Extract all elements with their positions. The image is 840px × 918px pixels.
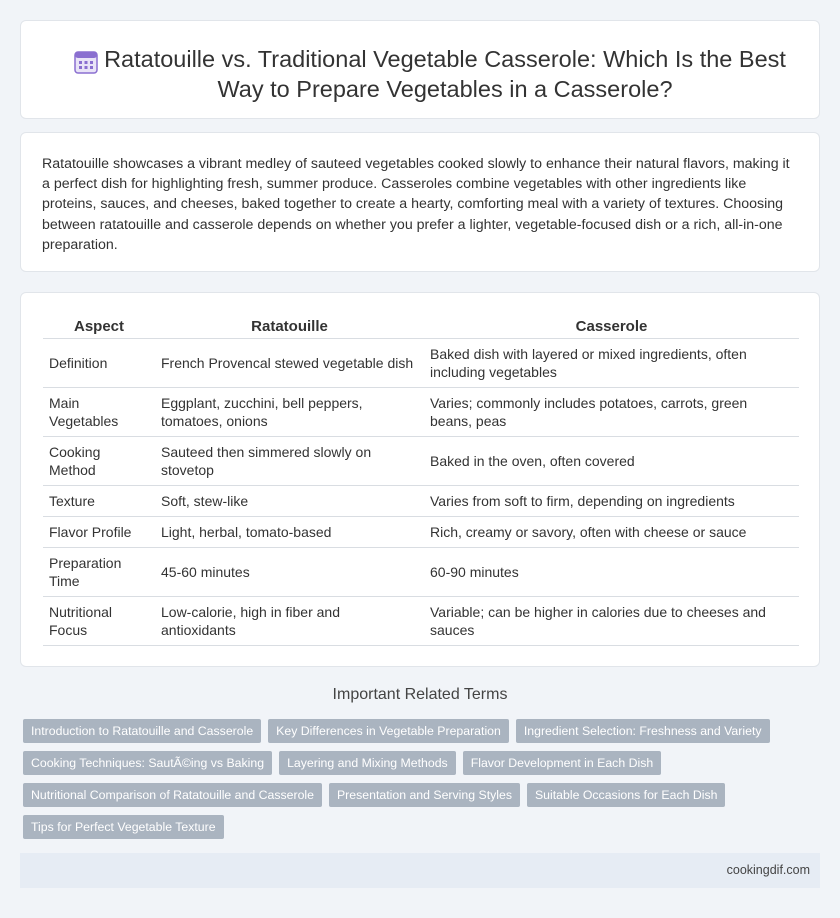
row-casserole: 60-90 minutes <box>424 547 799 596</box>
footer <box>20 853 820 888</box>
table-row <box>43 547 799 596</box>
related-term-tag[interactable]: Introduction to Ratatouille and Casserole <box>23 719 261 743</box>
row-aspect: Definition <box>43 338 155 387</box>
row-aspect: Flavor Profile <box>43 516 155 547</box>
related-term-tag[interactable]: Nutritional Comparison of Ratatouille and Casserole <box>23 783 322 807</box>
row-casserole: Rich, creamy or savory, often with cheese or sauce <box>424 516 799 547</box>
row-aspect: Main Vegetables <box>43 387 155 436</box>
header-casserole: Casserole <box>424 313 799 338</box>
related-term-tag[interactable]: Flavor Development in Each Dish <box>463 751 661 775</box>
header-ratatouille: Ratatouille <box>155 313 424 338</box>
intro-paragraph: Ratatouille showcases a vibrant medley of sauteed vegetables cooked slowly to enhance their natural flavors, making it a perfect dish for highlighting fresh, summer produce. Casseroles combine vegetables with other ingredients like proteins, sauces, and cheeses, baked together to create a hearty, comforting meal with a variety of textures. Choosing between ratatouille and casserole depends on whether you prefer a lighter, vegetable-focused dish or a rich, all-in-one preparation. <box>42 156 790 253</box>
row-ratatouille: Eggplant, zucchini, bell peppers, tomatoes, onions <box>155 387 424 436</box>
row-aspect: Nutritional Focus <box>43 596 155 645</box>
row-aspect: Texture <box>43 485 155 516</box>
related-term-tag[interactable]: Cooking Techniques: SautÃ©ing vs Baking <box>23 751 272 775</box>
row-aspect: Preparation Time <box>43 547 155 596</box>
related-term-tag[interactable]: Layering and Mixing Methods <box>279 751 456 775</box>
related-term-tag[interactable]: Suitable Occasions for Each Dish <box>527 783 726 807</box>
row-aspect: Cooking Method <box>43 436 155 485</box>
related-term-tag[interactable]: Presentation and Serving Styles <box>329 783 520 807</box>
row-ratatouille: Low-calorie, high in fiber and antioxidants <box>155 596 424 645</box>
comparison-card <box>20 292 820 667</box>
page-title: Ratatouille vs. Traditional Vegetable Casserole: Which Is the Best Way to Prepare Vegetables in a Casserole? <box>104 46 786 102</box>
row-casserole: Varies from soft to firm, depending on ingredients <box>424 485 799 516</box>
intro-card <box>20 132 820 272</box>
row-ratatouille: Soft, stew-like <box>155 485 424 516</box>
related-terms-heading: Important Related Terms <box>332 686 508 703</box>
title-card <box>20 20 820 119</box>
comparison-table <box>43 313 799 646</box>
related-term-tag[interactable]: Ingredient Selection: Freshness and Variety <box>516 719 770 743</box>
related-term-tag[interactable]: Key Differences in Vegetable Preparation <box>268 719 509 743</box>
row-ratatouille: 45-60 minutes <box>155 547 424 596</box>
row-casserole: Varies; commonly includes potatoes, carrots, green beans, peas <box>424 387 799 436</box>
row-casserole: Variable; can be higher in calories due to cheeses and sauces <box>424 596 799 645</box>
row-ratatouille: French Provencal stewed vegetable dish <box>155 338 424 387</box>
footer-site-link[interactable]: cookingdif.com <box>726 863 810 877</box>
row-ratatouille: Light, herbal, tomato-based <box>155 516 424 547</box>
table-row <box>43 387 799 436</box>
row-casserole: Baked dish with layered or mixed ingredients, often including vegetables <box>424 338 799 387</box>
table-row <box>43 338 799 387</box>
header-aspect: Aspect <box>43 313 155 338</box>
row-ratatouille: Sauteed then simmered slowly on stovetop <box>155 436 424 485</box>
table-row <box>43 436 799 485</box>
table-row <box>43 516 799 547</box>
related-terms-list <box>23 719 803 839</box>
row-casserole: Baked in the oven, often covered <box>424 436 799 485</box>
table-row <box>43 596 799 645</box>
related-term-tag[interactable]: Tips for Perfect Vegetable Texture <box>23 815 224 839</box>
table-header-row <box>43 313 799 338</box>
table-row <box>43 485 799 516</box>
